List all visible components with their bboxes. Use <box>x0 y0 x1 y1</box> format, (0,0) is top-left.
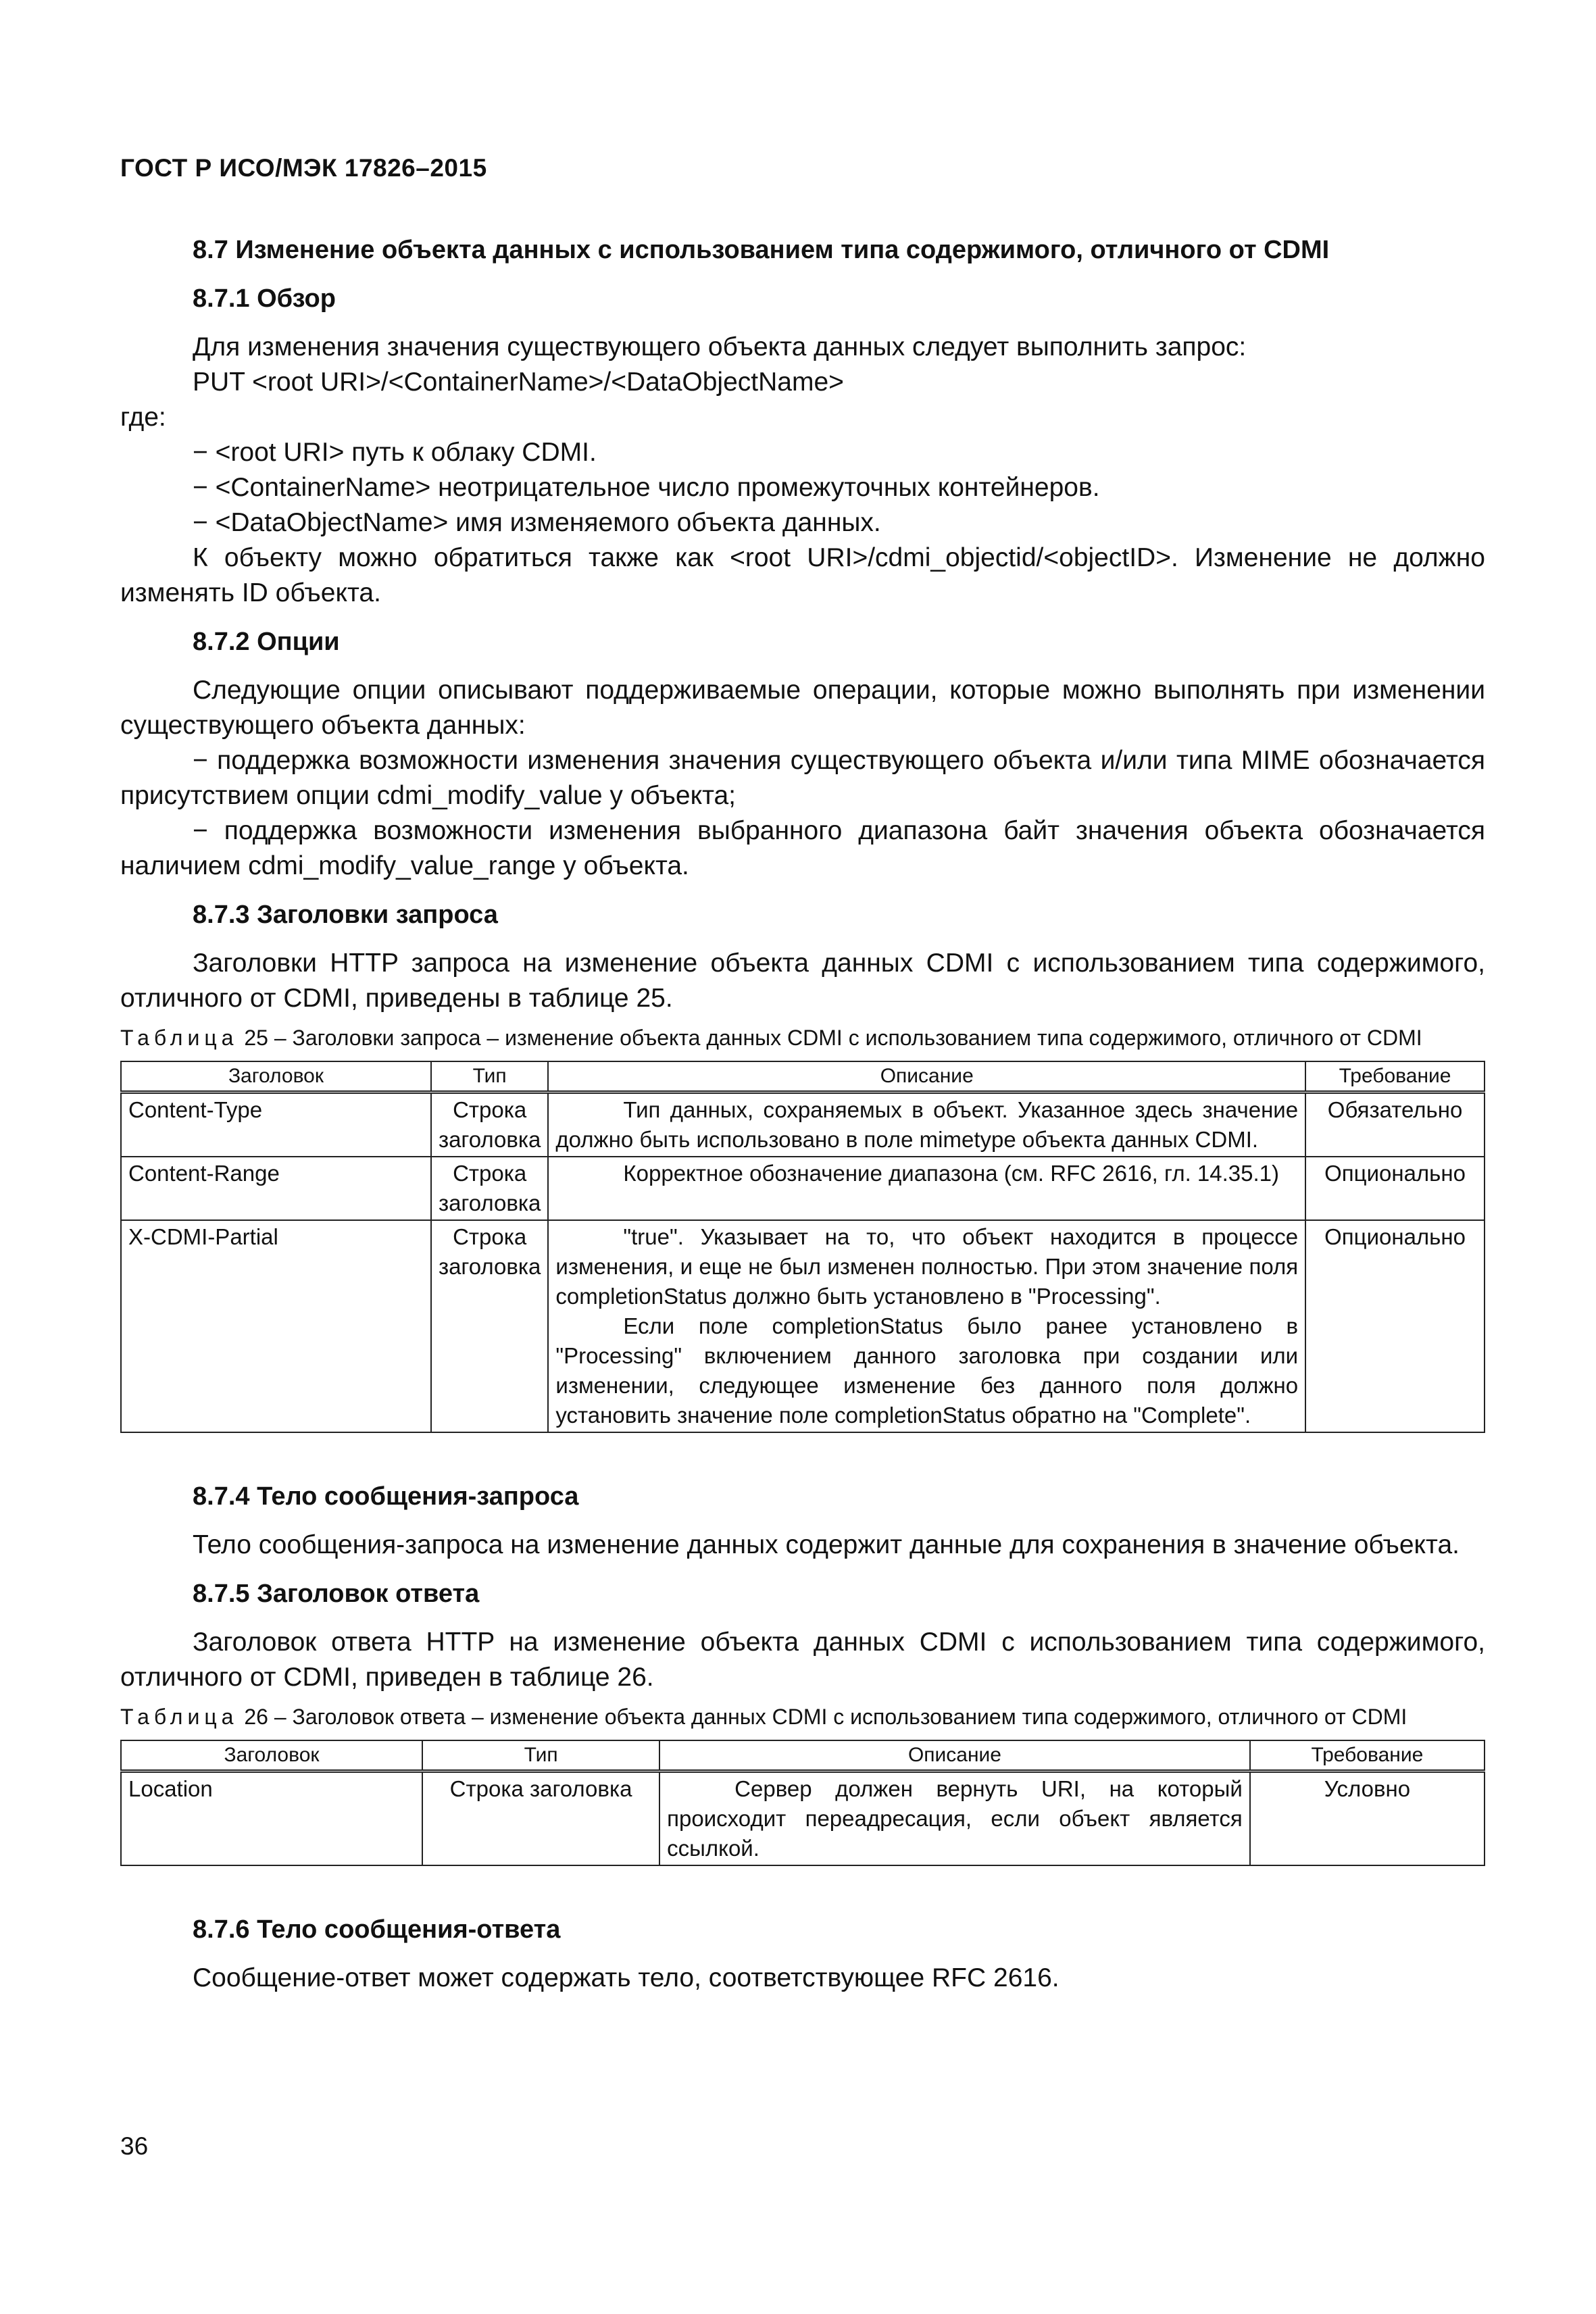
section-title-8-7-3: 8.7.3 Заголовки запроса <box>193 901 498 929</box>
table-row <box>121 1092 1485 1157</box>
column-header: Заголовок <box>121 1061 431 1092</box>
table-row <box>121 1220 1485 1432</box>
options-paragraph: Следующие опции описывают поддерживаемые операции, которые можно выполнять при изменении существующего объекта данных: <box>120 676 1485 740</box>
list-item: − поддержка возможности изменения значения существующего объекта и/или типа MIME обозначается присутствием опции cdmi_modify_value у объекта; <box>120 746 1485 810</box>
table-25 <box>120 1061 1485 1433</box>
description-cell <box>548 1092 1305 1157</box>
table-row <box>121 1771 1485 1866</box>
header-cell: Content-Range <box>121 1157 431 1220</box>
request-body-paragraph: Тело сообщения-запроса на изменение данных содержит данные для сохранения в значение объекта. <box>193 1530 1460 1559</box>
requirement-cell: Опционально <box>1305 1220 1485 1432</box>
description-text: Корректное обозначение диапазона (см. RFC 2616, гл. 14.35.1) <box>623 1161 1280 1186</box>
description-text: Если поле completionStatus было ранее установлено в "Processing" включением данного заголовка при создании или изменении, следующее изменение без данного поля должно установить значение поле completionStatus обратно на "Complete". <box>555 1313 1299 1428</box>
type-cell: Строка заголовка <box>431 1157 548 1220</box>
section-8-7 <box>120 232 1485 1996</box>
requirement-cell: Опционально <box>1305 1157 1485 1220</box>
description-cell <box>659 1771 1250 1866</box>
overview-paragraph: Для изменения значения существующего объекта данных следует выполнить запрос: <box>193 332 1247 361</box>
caption-label: Таблица <box>120 1705 239 1729</box>
response-header-paragraph: Заголовок ответа HTTP на изменение объекта данных CDMI с использованием типа содержимого, отличного от CDMI, приведен в таблице 26. <box>120 1628 1485 1692</box>
section-title-8-7-5: 8.7.5 Заголовок ответа <box>193 1580 480 1608</box>
list-item: − поддержка возможности изменения выбранного диапазона байт значения объекта обозначается наличием cdmi_modify_value_range у объекта. <box>120 816 1485 880</box>
description-cell <box>548 1220 1305 1432</box>
description-cell <box>548 1157 1305 1220</box>
description-text: Тип данных, сохраняемых в объект. Указанное здесь значение должно быть использовано в поле mimetype объекта данных CDMI. <box>555 1097 1299 1152</box>
description-text: Сервер должен вернуть URI, на который происходит переадресация, если объект является ссылкой. <box>667 1776 1243 1861</box>
column-header: Требование <box>1305 1061 1485 1092</box>
column-header: Тип <box>431 1061 548 1092</box>
objectid-paragraph: К объекту можно обратиться также как <root URI>/cdmi_objectid/<objectID>. Изменение не должно изменять ID объекта. <box>120 543 1485 607</box>
table-row <box>121 1157 1485 1220</box>
table-header-row <box>121 1740 1485 1771</box>
page-number: 36 <box>120 2132 149 2160</box>
request-line: PUT <root URI>/<ContainerName>/<DataObjectName> <box>193 368 844 397</box>
caption-label: Таблица <box>120 1026 239 1050</box>
caption-text: 26 – Заголовок ответа – изменение объекта данных CDMI с использованием типа содержимого, отличного от CDMI <box>244 1705 1407 1729</box>
where-label: где: <box>120 403 166 432</box>
table-25-caption <box>120 1023 1485 1053</box>
request-headers-paragraph: Заголовки HTTP запроса на изменение объекта данных CDMI с использованием типа содержимого, отличного от CDMI, приведены в таблице 25. <box>120 949 1485 1013</box>
table-header-row <box>121 1061 1485 1092</box>
column-header: Тип <box>422 1740 659 1771</box>
type-cell: Строка заголовка <box>431 1092 548 1157</box>
caption-text: 25 – Заголовки запроса – изменение объекта данных CDMI с использованием типа содержимого, отличного от CDMI <box>244 1026 1422 1050</box>
header-cell: Location <box>121 1771 422 1866</box>
section-title-8-7-6: 8.7.6 Тело сообщения-ответа <box>193 1915 561 1944</box>
list-item: − <root URI> путь к облаку CDMI. <box>193 438 597 467</box>
column-header: Заголовок <box>121 1740 422 1771</box>
list-item: − <DataObjectName> имя изменяемого объекта данных. <box>193 508 881 537</box>
section-title-8-7-4: 8.7.4 Тело сообщения-запроса <box>193 1482 579 1511</box>
section-title-8-7-2: 8.7.2 Опции <box>193 628 340 656</box>
requirement-cell: Условно <box>1250 1771 1485 1866</box>
type-cell: Строка заголовка <box>431 1220 548 1432</box>
column-header: Описание <box>548 1061 1305 1092</box>
section-title-8-7: 8.7 Изменение объекта данных с использованием типа содержимого, отличного от CDMI <box>193 236 1330 264</box>
table-26 <box>120 1740 1485 1866</box>
column-header: Требование <box>1250 1740 1485 1771</box>
section-title-8-7-1: 8.7.1 Обзор <box>193 284 336 313</box>
document-code: ГОСТ Р ИСО/МЭК 17826–2015 <box>120 154 487 182</box>
table-26-caption <box>120 1702 1485 1732</box>
list-item: − <ContainerName> неотрицательное число промежуточных контейнеров. <box>193 473 1100 502</box>
requirement-cell: Обязательно <box>1305 1092 1485 1157</box>
header-cell: Content-Type <box>121 1092 431 1157</box>
column-header: Описание <box>659 1740 1250 1771</box>
description-text: "true". Указывает на то, что объект находится в процессе изменения, и еще не был изменен полностью. При этом значение поля completionStatus должно быть установлено в "Processing". <box>555 1224 1299 1309</box>
response-body-paragraph: Сообщение-ответ может содержать тело, соответствующее RFC 2616. <box>193 1963 1059 1992</box>
header-cell: X-CDMI-Partial <box>121 1220 431 1432</box>
type-cell: Строка заголовка <box>422 1771 659 1866</box>
